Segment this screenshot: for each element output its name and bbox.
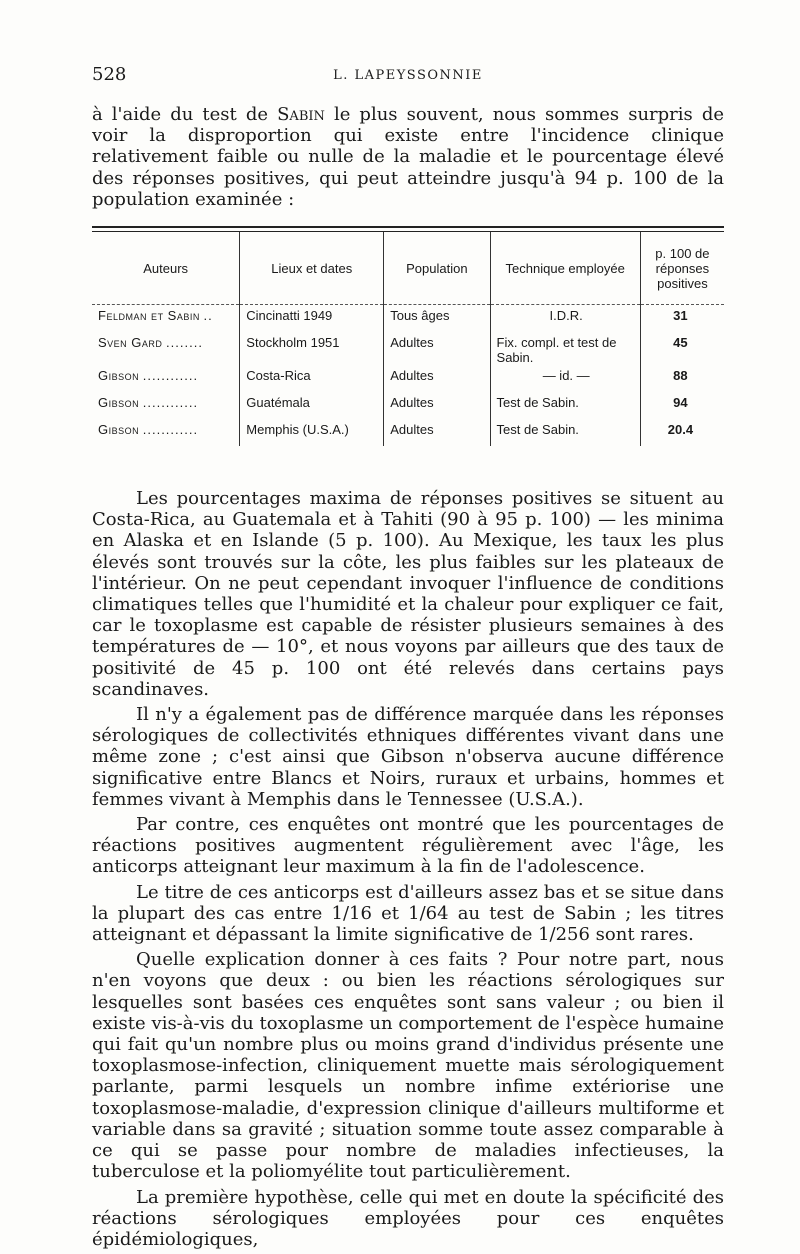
col-header-technique: Technique employée	[490, 232, 640, 305]
cell-percentage: 88	[640, 365, 724, 392]
author-name: Sven Gard	[98, 335, 163, 350]
intro-author-name: Sabin	[277, 104, 325, 125]
body-text	[92, 488, 724, 1254]
author-name: Gibson	[98, 422, 140, 437]
cell-population: Adultes	[384, 332, 490, 365]
cell-place: Guatémala	[240, 392, 384, 419]
author-leader-dots: ............	[142, 422, 199, 437]
paragraph: Il n'y a également pas de différence marquée dans les réponses sérologiques de collectivités ethniques différentes vivant dans une même zone ; c'est ainsi que Gibson n'observa aucune différence significative entre Blancs et Noirs, ruraux et urbains, hommes et femmes vivant à Memphis dans le Tennessee (U.S.A.).	[92, 704, 724, 810]
cell-author	[92, 365, 240, 392]
results-table	[92, 226, 724, 446]
cell-percentage: 94	[640, 392, 724, 419]
cell-technique: I.D.R.	[490, 305, 640, 333]
author-leader-dots: ............	[142, 368, 199, 383]
author-leader-dots: ............	[142, 395, 199, 410]
author-leader-dots: ........	[166, 335, 203, 350]
cell-technique: Test de Sabin.	[490, 392, 640, 419]
paragraph: Quelle explication donner à ces faits ? Pour notre part, nous n'en voyons que deux : ou bien les réactions sérologiques sur lesquelles sont basées ces enquêtes sont sans valeur ; ou bien il existe vis-à-vis du toxoplasme un comportement de l'espèce humaine qui fait qu'un nombre plus ou moins grand d'individus présente une toxoplasmose-infection, cliniquement muette mais sérologiquement parlante, parmi lesquels un nombre infime extériorise une toxoplasmose-maladie, d'expression clinique d'ailleurs multiforme et variable dans sa gravité ; situation somme toute assez comparable à ce qui se passe pour nombre de maladies infectieuses, la tuberculose et la poliomyélite tout particulièrement.	[92, 949, 724, 1183]
cell-technique: Test de Sabin.	[490, 419, 640, 446]
cell-technique: Fix. compl. et test de Sabin.	[490, 332, 640, 365]
cell-population: Adultes	[384, 365, 490, 392]
col-header-pourcentage: p. 100 de réponses positives	[640, 232, 724, 305]
cell-place: Stockholm 1951	[240, 332, 384, 365]
cell-author	[92, 419, 240, 446]
author-leader-dots: ..	[203, 308, 213, 323]
table-header-row	[92, 232, 724, 305]
running-head: L. LAPEYSSONNIE	[333, 68, 483, 83]
cell-author	[92, 305, 240, 333]
col-header-population: Population	[384, 232, 490, 305]
cell-population: Tous âges	[384, 305, 490, 333]
cell-percentage: 31	[640, 305, 724, 333]
col-header-lieux: Lieux et dates	[240, 232, 384, 305]
cell-percentage: 20.4	[640, 419, 724, 446]
paragraph: Par contre, ces enquêtes ont montré que les pourcentages de réactions positives augmentent régulièrement avec l'âge, les anticorps atteignant leur maximum à la fin de l'adolescence.	[92, 814, 724, 878]
intro-paragraph	[92, 104, 724, 210]
cell-place: Memphis (U.S.A.)	[240, 419, 384, 446]
page-number: 528	[92, 64, 127, 85]
cell-author	[92, 392, 240, 419]
table-top-rule	[92, 226, 724, 228]
table-row	[92, 419, 724, 446]
cell-place: Cincinatti 1949	[240, 305, 384, 333]
author-name: Gibson	[98, 395, 140, 410]
cell-author	[92, 332, 240, 365]
intro-text-start: à l'aide du test de	[92, 104, 278, 125]
intro-text-end: le plus souvent, nous sommes surpris de voir la disproportion qui existe entre l'incidence clinique relativement faible ou nulle de la maladie et le pourcentage élevé des réponses positives, qui peut atteindre jusqu'à 94 p. 100 de la population examinée :	[92, 104, 725, 210]
table-row	[92, 332, 724, 365]
col-header-auteurs: Auteurs	[92, 232, 240, 305]
cell-technique: — id. —	[490, 365, 640, 392]
cell-population: Adultes	[384, 392, 490, 419]
cell-percentage: 45	[640, 332, 724, 365]
author-name: Gibson	[98, 368, 140, 383]
table-row	[92, 305, 724, 333]
paragraph: Le titre de ces anticorps est d'ailleurs assez bas et se situe dans la plupart des cas entre 1/16 et 1/64 au test de Sabin ; les titres atteignant et dépassant la limite significative de 1/256 sont rares.	[92, 881, 724, 946]
paragraph: Les pourcentages maxima de réponses positives se situent au Costa-Rica, au Guatemala et à Tahiti (90 à 95 p. 100) — les minima en Alaska et en Islande (5 p. 100). Au Mexique, les taux les plus élevés sont trouvés sur la côte, les plus faibles sur les plateaux de l'intérieur. On ne peut cependant invoquer l'influence de conditions climatiques telles que l'humidité et la chaleur pour expliquer ce fait, car le toxoplasme est capable de résister plusieurs semaines à des températures de — 10°, et nous voyons par ailleurs que des taux de positivité de 45 p. 100 ont été relevés dans certains pays scandinaves.	[92, 488, 724, 700]
table-row	[92, 365, 724, 392]
paragraph: La première hypothèse, celle qui met en doute la spécificité des réactions sérologiques employées pour ces enquêtes épidémiologiques,	[92, 1186, 724, 1250]
table-row	[92, 392, 724, 419]
cell-place: Costa-Rica	[240, 365, 384, 392]
cell-population: Adultes	[384, 419, 490, 446]
page-header	[92, 64, 724, 88]
author-name: Feldman et Sabin	[98, 308, 200, 323]
